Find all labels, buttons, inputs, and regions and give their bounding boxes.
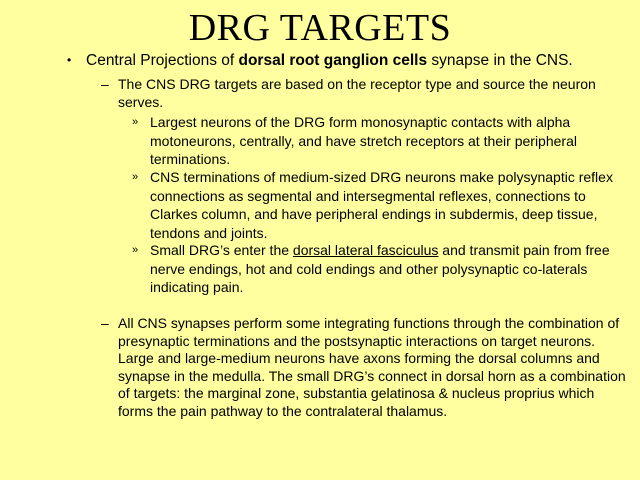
sub-bullet-cns-synapses: All CNS synapses perform some integrating functions through the combination of presynaptic terminations and the postsynaptic interactions on target neurons. Large and large-medium neurons have axons forming the dorsal columns and synapse in the medulla. The small DRG’s connect in dorsal horn as a combination of targets: the marginal zone, substantia gelatinosa & nucleus proprius which forms the pain pathway to the contralateral thalamus. <box>118 315 626 419</box>
bullet-central-projections <box>86 51 626 70</box>
dorsal-lateral-fasciculus-term: dorsal lateral fasciculus <box>292 242 439 258</box>
bullet-text-bold: dorsal root ganglion cells <box>238 52 428 69</box>
bullet-text-post: synapse in the CNS. <box>427 52 573 69</box>
chevron-marker: » <box>132 116 139 128</box>
item-largest-neurons: Largest neurons of the DRG form monosynaptic contacts with alpha motoneurons, centrally, and have stretch receptors at their peripheral terminations. <box>150 114 577 168</box>
dash-marker: – <box>101 76 109 92</box>
chevron-marker: » <box>132 244 139 256</box>
item-small-drg <box>150 241 620 297</box>
sub-bullet-drg-targets: The CNS DRG targets are based on the receptor type and source the neuron serves. <box>118 76 596 110</box>
bullet-text-pre: Central Projections of <box>86 52 239 69</box>
item-text-pre: Small DRG’s enter the <box>150 242 293 258</box>
dash-marker: – <box>101 315 109 331</box>
chevron-marker: » <box>132 171 139 183</box>
item-text-post: and transmit pain from free nerve endings, hot and cold endings and other polysynaptic co-laterals indicating pain. <box>150 242 610 296</box>
slide-title: DRG TARGETS <box>188 7 452 49</box>
item-medium-neurons: CNS terminations of medium-sized DRG neurons make polysynaptic reflex connections as segmental and intersegmental reflexes, connections to Clarkes column, and have peripheral endings in subdermis, deep tissue, tendons and joints. <box>150 169 613 241</box>
bullet-dot: • <box>67 53 72 67</box>
